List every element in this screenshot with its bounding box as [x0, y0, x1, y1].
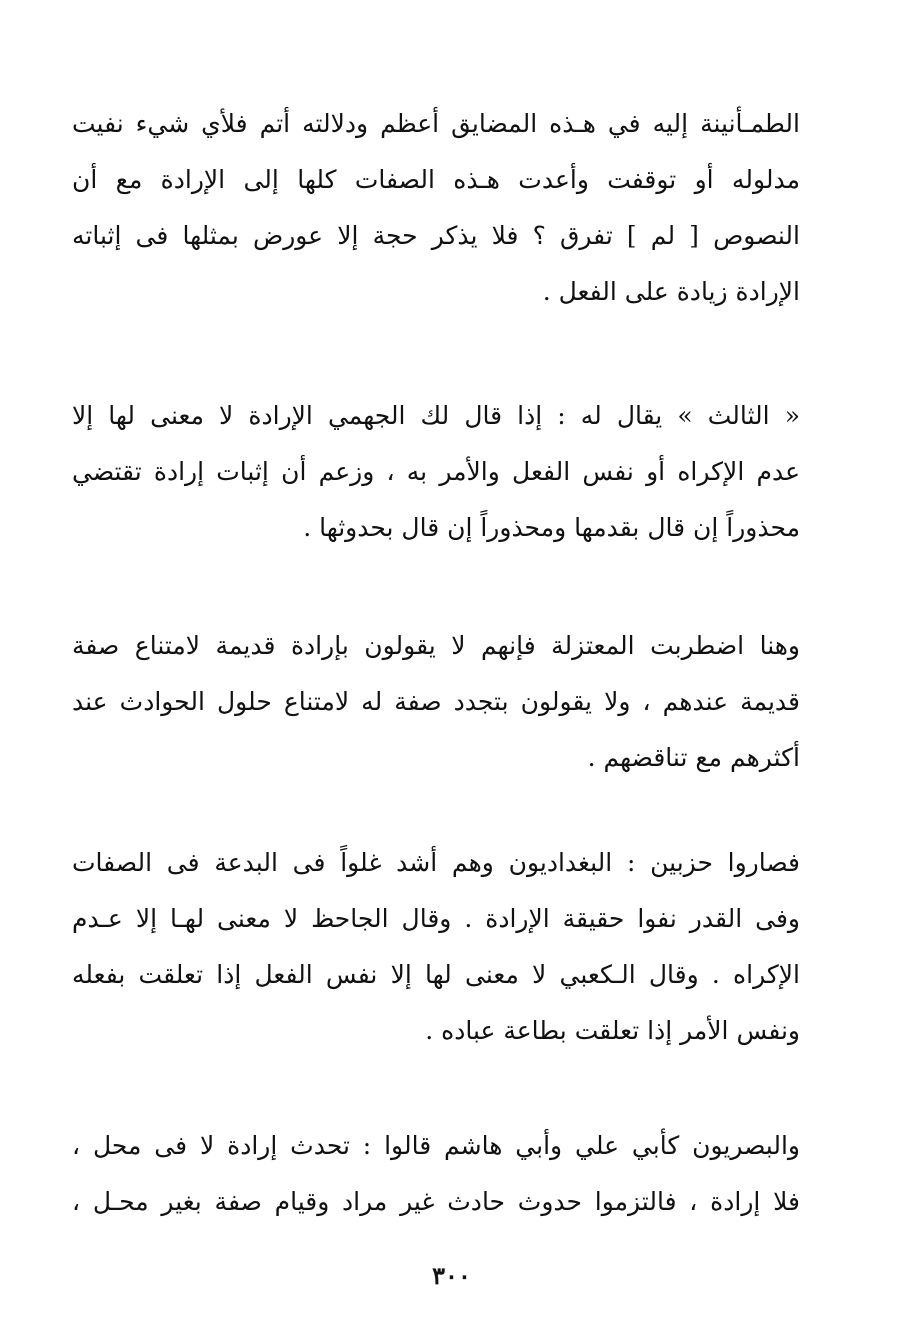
- text-line: ونفس الأمر إذا تعلقت بطاعة عباده .: [425, 1016, 800, 1045]
- text-line: الطمـأنينة إليه في هـذه المضايق أعظم ودلالته أتم فلأي شيء نفيت: [72, 109, 800, 138]
- text-line: فصاروا حزبين : البغداديون وهم أشد غلواً فى البدعة فى الصفات: [72, 848, 800, 877]
- paragraph-5: [72, 1118, 800, 1230]
- text-line: وهنا اضطربت المعتزلة فإنهم لا يقولون بإرادة قديمة لامتناع صفة: [72, 631, 800, 660]
- text-line: النصوص [ لم ] تفرق ؟ فلا يذكر حجة إلا عورض بمثلها فى إثباته: [72, 221, 800, 250]
- paragraph-1: [72, 96, 800, 320]
- text-line: قديمة عندهم ، ولا يقولون بتجدد صفة له لامتناع حلول الحوادث عند: [72, 687, 800, 716]
- text-line: الإكراه . وقال الـكعبي لا معنى لها إلا نفس الفعل إذا تعلقت بفعله: [72, 960, 800, 989]
- page-number: ٣٠٠: [432, 1261, 471, 1290]
- text-line: أكثرهم مع تناقضهم .: [587, 743, 800, 772]
- text-line: وفى القدر نفوا حقيقة الإرادة . وقال الجاحظ لا معنى لهـا إلا عـدم: [72, 904, 800, 933]
- text-line: عدم الإكراه أو نفس الفعل والأمر به ، وزعم أن إثبات إرادة تقتضي: [72, 457, 800, 486]
- paragraph-4: [72, 835, 800, 1059]
- text-line: « الثالث » يقال له : إذا قال لك الجهمي الإرادة لا معنى لها إلا: [72, 401, 800, 430]
- text-line: مدلوله أو توقفت وأعدت هـذه الصفات كلها إلى الإرادة مع أن: [72, 165, 800, 194]
- text-line: والبصريون كأبي علي وأبي هاشم قالوا : تحدث إرادة لا فى محل ،: [72, 1131, 800, 1160]
- text-line: محذوراً إن قال بقدمها ومحذوراً إن قال بحدوثها .: [303, 513, 800, 542]
- paragraph-3: [72, 618, 800, 786]
- paragraph-2: [72, 388, 800, 556]
- text-line: الإرادة زيادة على الفعل .: [542, 277, 800, 306]
- text-line: فلا إرادة ، فالتزموا حدوث حادث غير مراد وقيام صفة بغير محـل ،: [72, 1187, 800, 1216]
